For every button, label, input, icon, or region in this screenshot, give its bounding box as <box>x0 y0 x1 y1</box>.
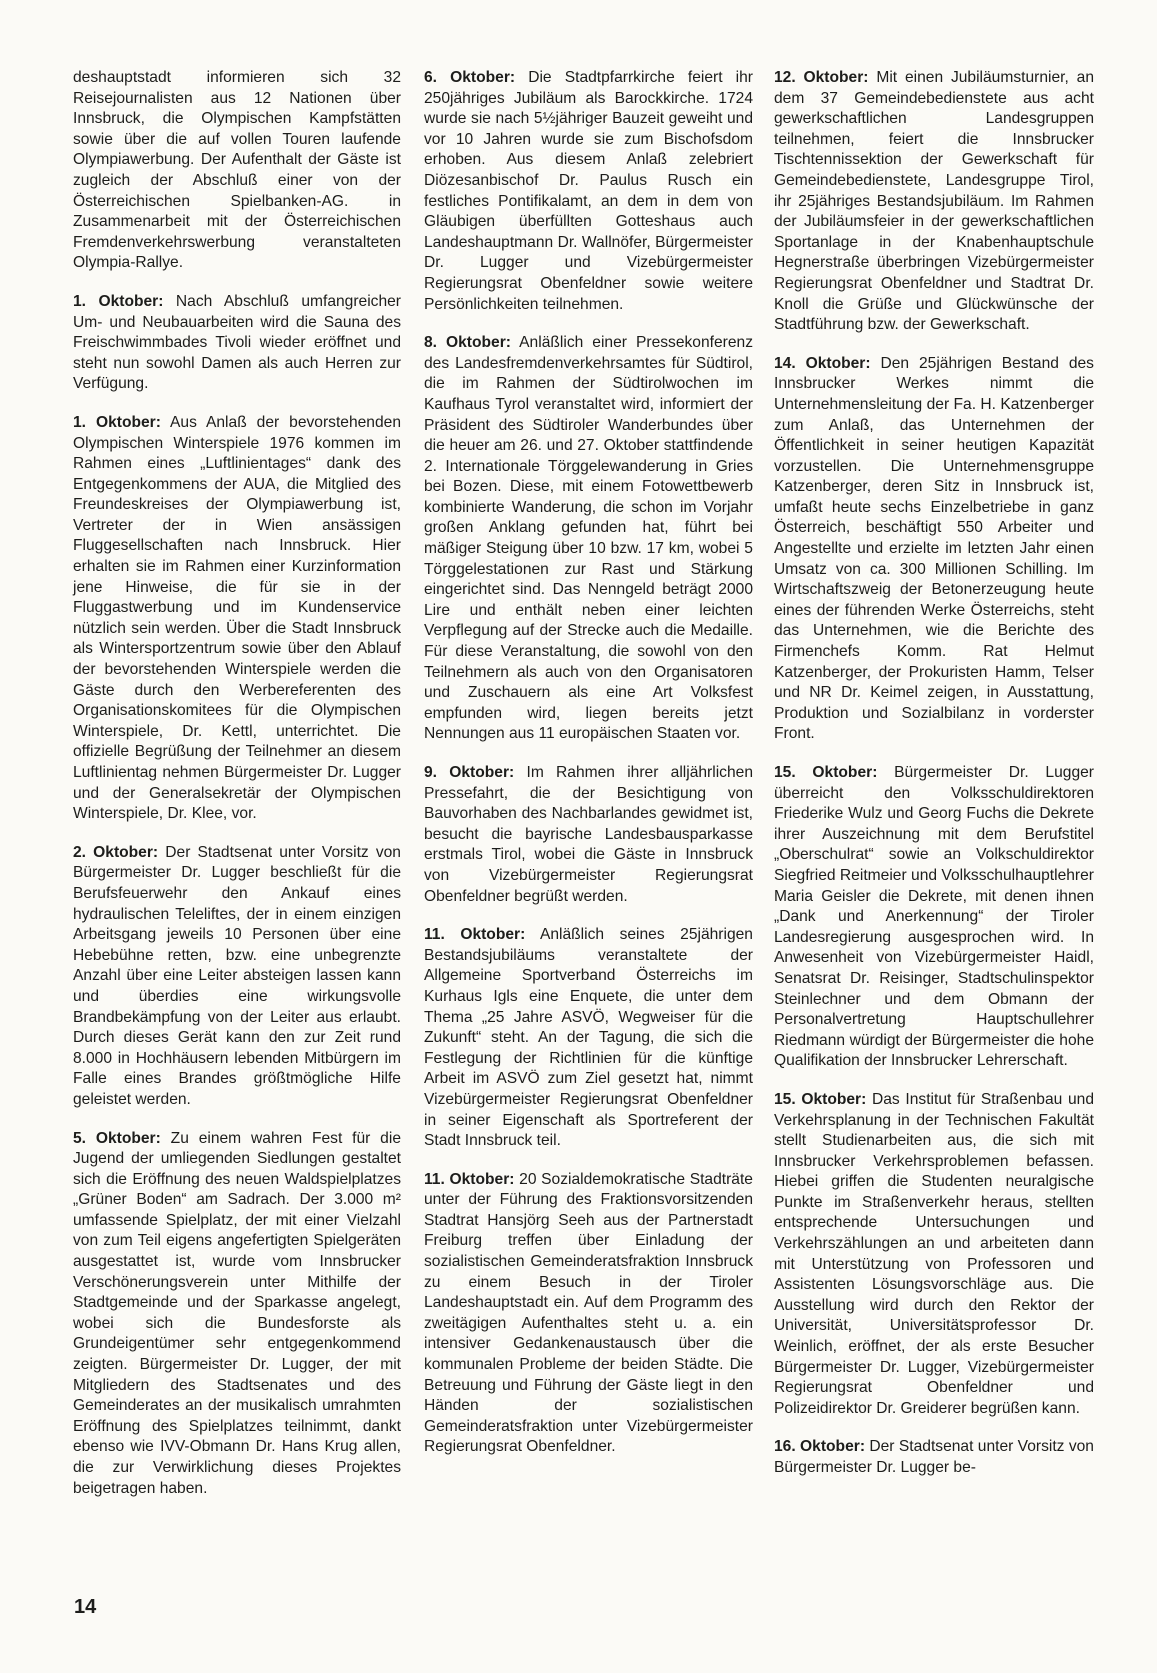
entry-date: 5. Oktober: <box>73 1129 161 1147</box>
chronicle-entry <box>424 333 753 745</box>
entry-text: 20 Sozialdemokratische Stadträte unter der Führung des Fraktionsvorsitzenden Stadtrat Hansjörg Seeh aus der Partnerstadt Freiburg treffen über Einladung der sozialistischen Gemeinderatsfraktion Innsbruck zu einem Besuch in der Tiroler Landeshauptstadt ein. Auf dem Programm des zweitägigen Aufenthaltes steht u. a. ein intensiver Gedankenaustausch über die kommunalen Probleme der beiden Städte. Die Betreuung und Führung der Gäste liegt in den Händen der sozialistischen Gemeinderatsfraktion unter Vizebürgermeister Regierungsrat Obenfeldner. <box>424 1170 753 1456</box>
entry-date: 11. Oktober: <box>424 1170 515 1188</box>
chronicle-entry <box>424 68 753 315</box>
chronicle-entry <box>73 413 401 825</box>
entry-date: 15. Oktober: <box>774 1090 867 1108</box>
chronicle-entry <box>774 354 1094 745</box>
chronicle-entry <box>73 843 401 1111</box>
entry-date: 9. Oktober: <box>424 764 515 781</box>
entry-date: 14. Oktober: <box>774 354 871 372</box>
entry-text: Mit einen Jubiläumsturnier, an dem 37 Gemeindebedienstete aus acht gewerkschaftlichen Landesgruppen teilnehmen, feiert die Innsbrucker Tischtennissektion der Gewerkschaft für Gemeindebedienstete, Landesgruppe Tirol, ihr 25jähriges Bestandsjubiläum. Im Rahmen der Jubiläumsfeier in der gewerkschaftlichen Sportanlage in der Knabenhauptschule Hegnerstraße überbringen Vizebürgermeister Regierungsrat Obenfeldner und Stadtrat Dr. Knoll die Grüße und Glückwünsche der Stadtführung bzw. der Gewerkschaft. <box>774 69 1094 334</box>
text-column-1 <box>73 68 401 1517</box>
entry-text: deshauptstadt informieren sich 32 Reisejournalisten aus 12 Nationen über Innsbruck, die Olympischen Kampfstätten sowie über die auf vollen Touren laufende Olympiawerbung. Der Aufenthalt der Gäste ist zugleich der Abschluß einer von der Österreichischen Spielbanken-AG. in Zusammenarbeit mit der Österreichischen Fremdenverkehrswerbung veranstalteten Olympia-Rallye. <box>73 69 401 272</box>
entry-date: 8. Oktober: <box>424 334 511 352</box>
entry-text: Im Rahmen ihrer alljährlichen Pressefahrt, die der Besichtigung von Bauvorhaben des Nachbarlandes gewidmet ist, besucht die bayrische Landesbausparkasse erstmals Tirol, wobei die Gäste in Innsbruck von Vizebürgermeister Regierungsrat Obenfeldner begrüßt werden. <box>424 764 753 905</box>
chronicle-entry <box>424 925 753 1152</box>
chronicle-entry <box>424 763 753 907</box>
entry-text: Zu einem wahren Fest für die Jugend der umliegenden Siedlungen gestaltet sich die Eröffnung des neuen Waldspielplatzes „Grüner Boden“ am Sadrach. Der 3.000 m² umfassende Spielplatz, der mit einer Vielzahl von zum Teil eigens angefertigten Spielgeräten ausgestattet ist, wurde vom Innsbrucker Verschönerungsverein unter Mithilfe der Stadtgemeinde und der Sparkasse angelegt, wobei sich die Bundesforste als Grundeigentümer sehr entgegenkommend zeigten. Bürgermeister Dr. Lugger, der mit Mitgliedern des Stadtsenates und des Gemeinderates an der musikalisch umrahmten Eröffnung des Spielplatzes teilnimmt, dankt ebenso wie IVV-Obmann Dr. Hans Krug allen, die zur Verwirklichung dieses Projektes beigetragen haben. <box>73 1129 401 1497</box>
entry-date: 1. Oktober: <box>73 413 161 431</box>
entry-text: Das Institut für Straßenbau und Verkehrsplanung in der Technischen Fakultät stellt Studienarbeiten aus, die sich mit Innsbrucker Verkehrsproblemen befassen. Hiebei griffen die Studenten neuralgische Punkte im Straßenverkehr heraus, stellten entsprechende Untersuchungen und Verkehrszählungen an und arbeiteten dann mit Unterstützung von Professoren und Assistenten Lösungsvorschläge aus. Die Ausstellung wird durch den Rektor der Universität, Universitätsprofessor Dr. Weinlich, eröffnet, der als erste Besucher Bürgermeister Dr. Lugger, Vizebürgermeister Regierungsrat Obenfeldner und Polizeidirektor Dr. Greiderer begrüßen kann. <box>774 1090 1095 1417</box>
chronicle-entry <box>73 68 401 274</box>
page-number: 14 <box>74 1596 97 1618</box>
chronicle-entry <box>73 292 401 395</box>
text-column-3 <box>774 68 1094 1497</box>
entry-text: Die Stadtpfarrkirche feiert ihr 250jähriges Jubiläum als Barockkirche. 1724 wurde sie nach 5½jähriger Bauzeit geweiht und vor 10 Jahren wurde sie zum Bischofsdom erhoben. Aus diesem Anlaß zelebriert Diözesanbischof Dr. Paulus Rusch ein festliches Pontifikalamt, an dem in dem von Gläubigen überfüllten Gotteshaus auch Landeshauptmann Dr. Wallnöfer, Bürgermeister Dr. Lugger und Vizebürgermeister Regierungsrat Obenfeldner sowie weitere Persönlichkeiten teilnehmen. <box>424 69 753 313</box>
entry-date: 2. Oktober: <box>73 843 159 861</box>
entry-date: 11. Oktober: <box>424 926 526 944</box>
chronicle-entry <box>424 1170 753 1458</box>
entry-text: Der Stadtsenat unter Vorsitz von Bürgermeister Dr. Lugger be- <box>774 1438 1094 1476</box>
chronicle-entry <box>73 1129 401 1500</box>
entry-text: Anläßlich einer Pressekonferenz des Landesfremdenverkehrsamtes für Südtirol, die im Rahmen der Südtirolwochen im Kaufhaus Tyrol veranstaltet wird, informiert der Präsident des Südtiroler Wanderbundes über die heuer am 26. und 27. Oktober stattfindende 2. Internationale Törggelewanderung in Gries bei Bozen. Diese, mit einem Fotowettbewerb kombinierte Wanderung, die schon im Vorjahr großen Anklang gefunden hat, führt bei mäßiger Steigung über 10 bzw. 17 km, wobei 5 Törggelestationen zur Rast und Stärkung eingerichtet sind. Das Nenngeld beträgt 2000 Lire und enthält neben einer leichten Verpflegung auf der Strecke auch die Medaille. Für diese Veranstaltung, die sowohl von den Teilnehmern als auch von den Organisatoren und Zuschauern als eine Art Volksfest empfunden wird, liegen bereits jetzt Nennungen aus 11 europäischen Staaten vor. <box>424 334 753 743</box>
chronicle-entry <box>774 68 1094 336</box>
chronicle-entry <box>774 1437 1094 1478</box>
entry-text: Anläßlich seines 25jährigen Bestandsjubiläums veranstaltete der Allgemeine Sportverband Österreichs im Kurhaus Igls eine Enquete, die unter dem Thema „25 Jahre ASVÖ, Wegweiser für die Zukunft“ steht. An der Tagung, die sich die Festlegung der Richtlinien für die künftige Arbeit im ASVÖ zum Ziel gesetzt hat, nimmt Vizebürgermeister Regierungsrat Obenfeldner in seiner Eigenschaft als Sportreferent der Stadt Innsbruck teil. <box>424 926 753 1150</box>
chronicle-entry <box>774 763 1094 1072</box>
entry-text: Den 25jährigen Bestand des Innsbrucker Werkes nimmt die Unternehmensleitung der Fa. H. Katzenberger zum Anlaß, das Unternehmen der Öffentlichkeit in seiner heutigen Kapazität vorzustellen. Die Unternehmensgruppe Katzenberger, deren Sitz in Innsbruck ist, umfaßt heute sechs Einzelbetriebe in ganz Österreich, beschäftigt 550 Arbeiter und Angestellte und erzielte im letzten Jahr einen Umsatz von ca. 300 Millionen Schilling. Im Wirtschaftszweig der Betonerzeugung heute eines der führenden Werke Österreichs, steht das Unternehmen, wie die Berichte des Firmenchefs Komm. Rat Helmut Katzenberger, der Prokuristen Hamm, Telser und NR Dr. Keimel zeigen, in Ausstattung, Produktion und Sozialbilanz in vorderster Front. <box>774 354 1094 743</box>
entry-text: Nach Abschluß umfangreicher Um- und Neubauarbeiten wird die Sauna des Freischwimmbades Tivoli wieder eröffnet und steht nun sowohl Damen als auch Herren zur Verfügung. <box>73 292 401 393</box>
text-column-2 <box>424 68 753 1476</box>
entry-date: 1. Oktober: <box>73 292 164 310</box>
entry-text: Bürgermeister Dr. Lugger überreicht den Volksschuldirektoren Friederike Wulz und Georg Fuchs die Dekrete ihrer Auszeichnung mit dem Berufstitel „Oberschulrat“ sowie an Volkschuldirektor Siegfried Reitmeier und Volksschulhauptlehrer Maria Geisler die Dekrete, mit denen ihnen „Dank und Anerkennung“ der Tiroler Landesregierung ausgesprochen wird. In Anwesenheit von Vizebürgermeister Haidl, Senatsrat Dr. Reisinger, Stadtschulinspektor Steinlechner und dem Obmann der Personalvertretung Hauptschullehrer Riedmann würdigt der Bürgermeister die hohe Qualifikation der Innsbrucker Lehrerschaft. <box>774 764 1094 1070</box>
entry-date: 16. Oktober: <box>774 1438 866 1456</box>
entry-date: 6. Oktober: <box>424 69 516 86</box>
entry-text: Aus Anlaß der bevorstehenden Olympischen Winterspiele 1976 kommen im Rahmen eines „Luftlinientages“ dank des Entgegenkommens der AUA, die Mitglied des Freundeskreises der Olympiawerbung ist, Vertreter der in Wien ansässigen Fluggesellschaften nach Innsbruck. Hier erhalten sie im Rahmen einer Kurzinformation jene Hinweise, die für sie in der Fluggastwerbung und im Kundenservice nützlich sein werden. Über die Stadt Innsbruck als Wintersportzentrum sowie über den Ablauf der bevorstehenden Winterspiele werden die Gäste durch den Werbereferenten des Organisationskomitees für die Olympischen Winterspiele, Dr. Kettl, unterrichtet. Die offizielle Begrüßung der Teilnehmer an diesem Luftlinientag nehmen Bürgermeister Dr. Lugger und der Generalsekretär der Olympischen Winterspiele, Dr. Klee, vor. <box>73 413 401 823</box>
entry-date: 12. Oktober: <box>774 69 869 86</box>
chronicle-entry <box>774 1090 1094 1420</box>
entry-date: 15. Oktober: <box>774 764 878 781</box>
entry-text: Der Stadtsenat unter Vorsitz von Bürgermeister Dr. Lugger beschließt für die Berufsfeuerwehr den Ankauf eines hydraulischen Teleliftes, der in einem einzigen Arbeitsgang jeweils 10 Personen über eine Hebebühne retten, bzw. eine unbegrenzte Anzahl über eine Leiter absteigen lassen kann und überdies eine wirkungsvolle Brandbekämpfung von der Leiter aus erlaubt. Durch dieses Gerät kann den zur Zeit rund 8.000 in Hochhäusern lebenden Mitbürgern im Falle eines Brandes größtmögliche Hilfe geleistet werden. <box>73 843 401 1108</box>
